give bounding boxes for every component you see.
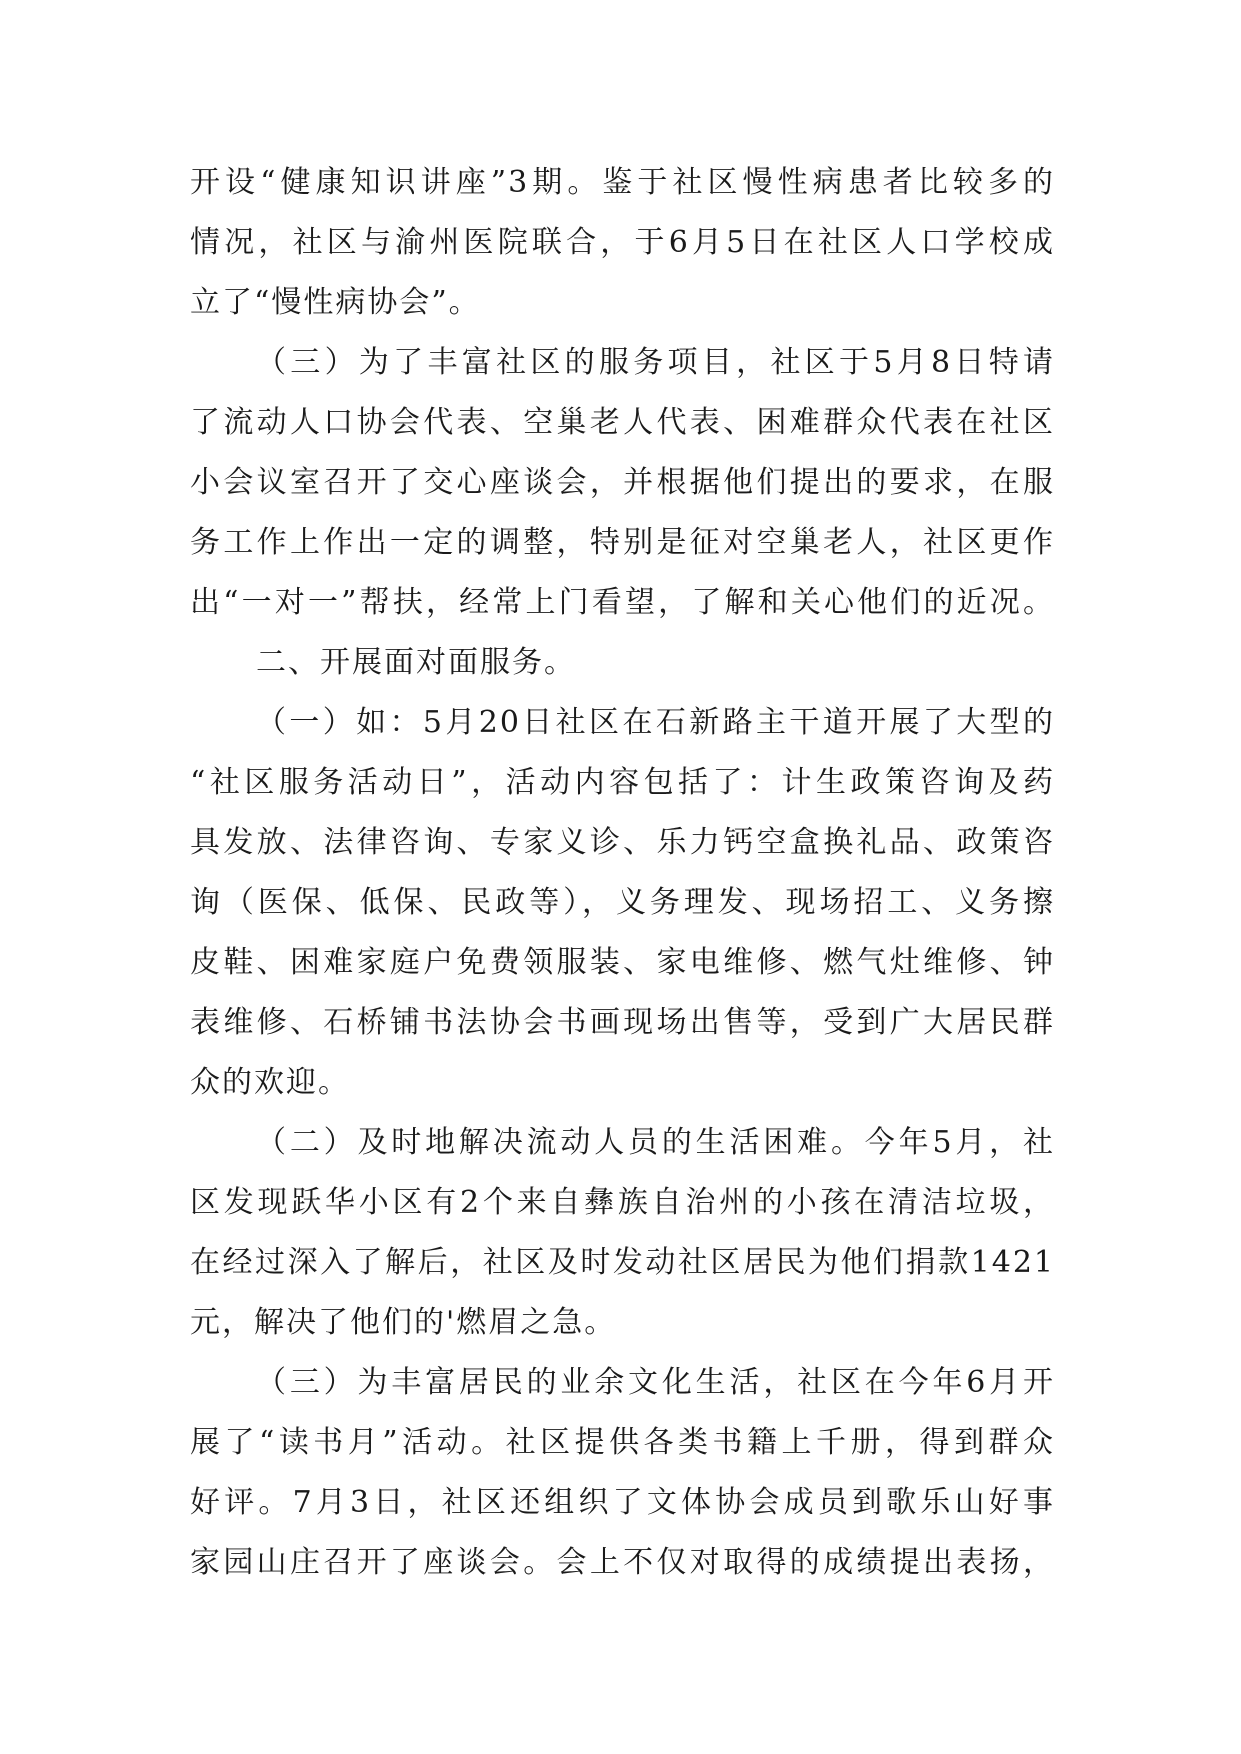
- text-line: 务工作上作出一定的调整，特别是征对空巢老人，社区更作: [190, 525, 1055, 560]
- text-line: 元，解决了他们的'燃眉之急。: [190, 1305, 617, 1340]
- text-line: 了流动人口协会代表、空巢老人代表、困难群众代表在社区: [190, 405, 1055, 440]
- text-line: （三）为了丰富社区的服务项目，社区于5月8日特请: [256, 345, 1055, 380]
- text-line: 家园山庄召开了座谈会。会上不仅对取得的成绩提出表扬，: [190, 1545, 1055, 1580]
- text-line: 开设“健康知识讲座”3期。鉴于社区慢性病患者比较多的: [190, 165, 1055, 200]
- text-line: 好评。7月3日，社区还组织了文体协会成员到歌乐山好事: [190, 1485, 1055, 1520]
- text-line: 询（医保、低保、民政等），义务理发、现场招工、义务擦: [190, 885, 1055, 920]
- text-line: （二）及时地解决流动人员的生活困难。今年5月，社: [256, 1125, 1055, 1160]
- text-line: 情况，社区与渝州医院联合，于6月5日在社区人口学校成: [190, 225, 1055, 260]
- text-line: 众的欢迎。: [190, 1065, 350, 1100]
- text-line: （三）为丰富居民的业余文化生活，社区在今年6月开: [256, 1365, 1055, 1400]
- text-line: 出“一对一”帮扶，经常上门看望，了解和关心他们的近况。: [190, 585, 1055, 620]
- text-line: 小会议室召开了交心座谈会，并根据他们提出的要求，在服: [190, 465, 1055, 500]
- body-text: [190, 153, 1055, 1593]
- text-line: 二、开展面对面服务。: [256, 645, 576, 680]
- text-line: 皮鞋、困难家庭户免费领服装、家电维修、燃气灶维修、钟: [190, 945, 1055, 980]
- text-line: 具发放、法律咨询、专家义诊、乐力钙空盒换礼品、政策咨: [190, 825, 1055, 860]
- text-line: “社区服务活动日”，活动内容包括了：计生政策咨询及药: [190, 765, 1055, 800]
- text-line: 区发现跃华小区有2个来自彝族自治州的小孩在清洁垃圾，: [190, 1185, 1055, 1220]
- text-line: 表维修、石桥铺书法协会书画现场出售等，受到广大居民群: [190, 1005, 1055, 1040]
- text-line: （一）如：5月20日社区在石新路主干道开展了大型的: [256, 705, 1055, 740]
- text-line: 在经过深入了解后，社区及时发动社区居民为他们捐款1421: [190, 1245, 1055, 1280]
- text-line: 立了“慢性病协会”。: [190, 285, 481, 320]
- text-line: 展了“读书月”活动。社区提供各类书籍上千册，得到群众: [190, 1425, 1055, 1460]
